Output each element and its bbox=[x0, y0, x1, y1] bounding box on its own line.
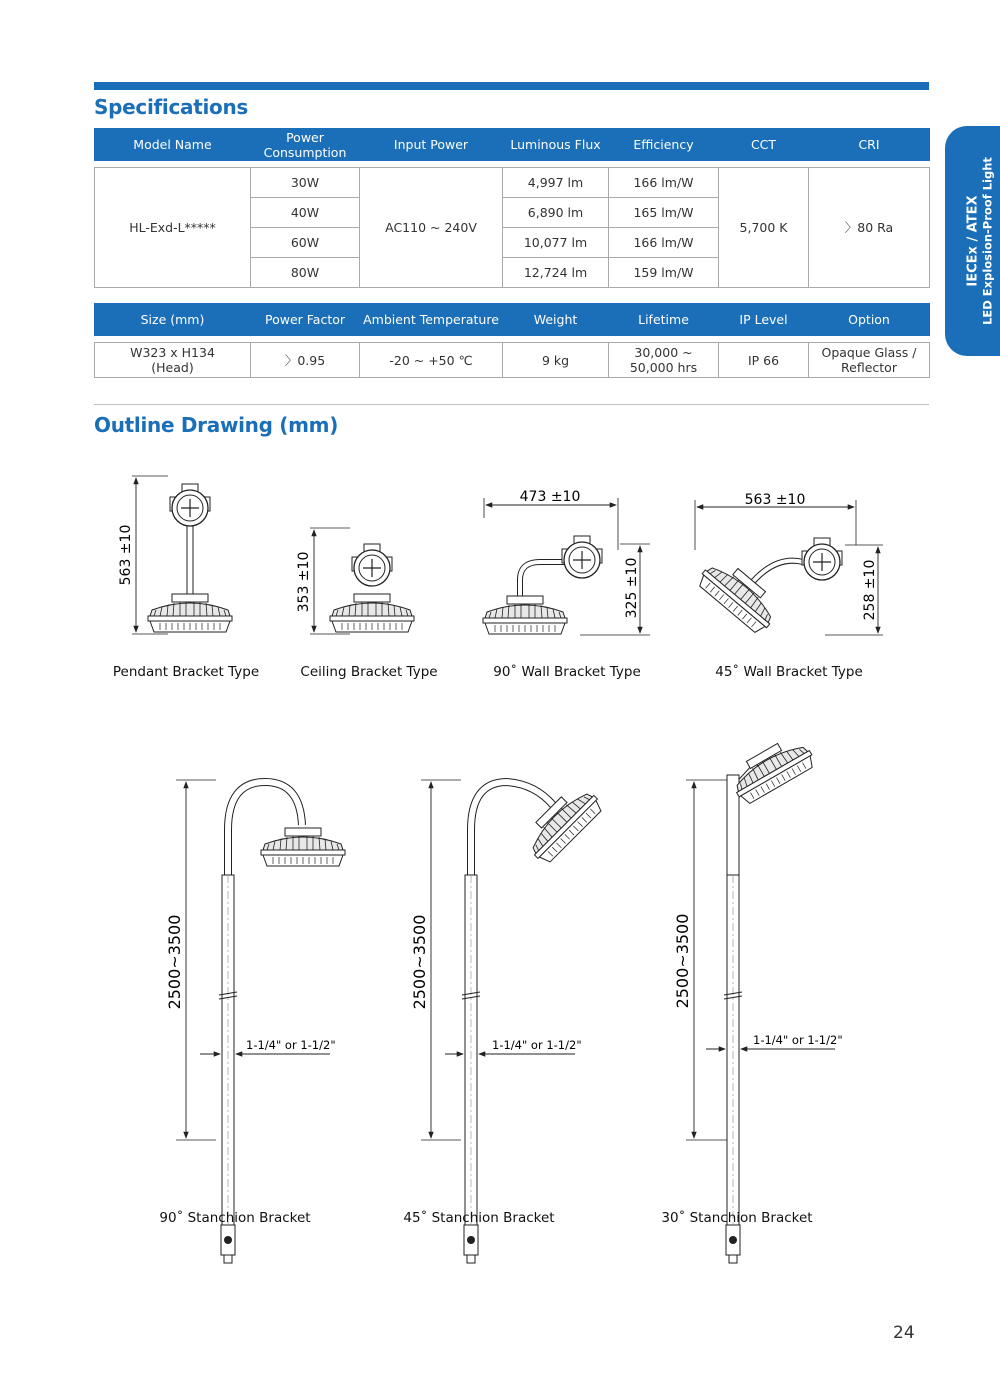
specifications-title: Specifications bbox=[94, 95, 249, 119]
power-cell: 40W bbox=[251, 198, 360, 228]
wall45-caption: 45˚ Wall Bracket Type bbox=[715, 664, 863, 680]
stanchion30-dim-label: 2500~3500 bbox=[673, 913, 692, 1009]
stanchion90-caption: 90˚ Stanchion Bracket bbox=[159, 1210, 311, 1226]
spec-table-2 bbox=[94, 303, 930, 378]
pendant-dim-label: 563 ±10 bbox=[118, 524, 134, 586]
lifetime-line1: 30,000 ~ bbox=[634, 345, 693, 360]
outline-drawing-title: Outline Drawing (mm) bbox=[94, 413, 339, 437]
junction-box-icon bbox=[562, 536, 602, 578]
stanchion30-caption: 30˚ Stanchion Bracket bbox=[661, 1210, 813, 1226]
power-cell: 60W bbox=[251, 228, 360, 258]
ceiling-drawing bbox=[290, 520, 440, 648]
side-tab-text bbox=[966, 126, 995, 356]
lamp-head-icon bbox=[330, 594, 414, 632]
header-cri: CRI bbox=[809, 128, 930, 161]
page-number: 24 bbox=[893, 1323, 915, 1343]
header-lifetime: Lifetime bbox=[609, 303, 719, 336]
stanchion90-drawing bbox=[160, 770, 360, 1180]
header-luminous-flux: Luminous Flux bbox=[503, 128, 609, 161]
efficiency-cell: 159 lm/W bbox=[609, 258, 719, 288]
top-rule bbox=[94, 82, 929, 90]
header-weight: Weight bbox=[503, 303, 609, 336]
weight-cell: 9 kg bbox=[503, 343, 609, 378]
pendant-caption: Pendant Bracket Type bbox=[112, 664, 260, 680]
wall90-caption: 90˚ Wall Bracket Type bbox=[493, 664, 641, 680]
header-input-power: Input Power bbox=[360, 128, 503, 161]
header-ip-level: IP Level bbox=[719, 303, 809, 336]
ambient-cell: -20 ~ +50 ℃ bbox=[360, 343, 503, 378]
option-cell bbox=[809, 343, 930, 378]
ip-level-cell: IP 66 bbox=[719, 343, 809, 378]
lamp-head-icon bbox=[483, 596, 567, 634]
cri-cell: 〉80 Ra bbox=[809, 168, 930, 288]
flux-cell: 6,890 lm bbox=[503, 198, 609, 228]
spec-table-1 bbox=[94, 128, 930, 288]
lifetime-cell bbox=[609, 343, 719, 378]
flux-cell: 10,077 lm bbox=[503, 228, 609, 258]
section-divider bbox=[94, 404, 929, 405]
ceiling-dim-label: 353 ±10 bbox=[296, 551, 312, 613]
pole-icon bbox=[219, 875, 237, 1263]
header-power-factor: Power Factor bbox=[251, 303, 360, 336]
stanchion30-pipe-label: 1-1/4" or 1-1/2" bbox=[753, 1033, 843, 1047]
size-cell bbox=[95, 343, 251, 378]
lamp-head-icon bbox=[726, 731, 818, 806]
stanchion45-dim-label: 2500~3500 bbox=[410, 914, 429, 1010]
pole-icon bbox=[724, 875, 742, 1263]
efficiency-cell: 166 lm/W bbox=[609, 168, 719, 198]
size-line2: (Head) bbox=[151, 360, 194, 375]
pendant-drawing bbox=[110, 468, 270, 648]
option-line1: Opaque Glass / bbox=[821, 345, 917, 360]
header-cct: CCT bbox=[719, 128, 809, 161]
junction-box-icon bbox=[170, 484, 210, 526]
side-tab-line1: IECEx / ATEX bbox=[965, 195, 981, 287]
wall45-width-label: 563 ±10 bbox=[744, 492, 806, 508]
wall45-drawing bbox=[685, 490, 890, 650]
efficiency-cell: 165 lm/W bbox=[609, 198, 719, 228]
stanchion45-pipe-label: 1-1/4" or 1-1/2" bbox=[492, 1038, 582, 1052]
flux-cell: 4,997 lm bbox=[503, 168, 609, 198]
model-name-cell: HL-Exd-L***** bbox=[95, 168, 251, 288]
header-size: Size (mm) bbox=[95, 303, 251, 336]
size-line1: W323 x H134 bbox=[130, 345, 215, 360]
spec-table-1-header bbox=[95, 128, 930, 161]
spec-table-2-header bbox=[95, 303, 930, 336]
header-power-consumption: Power Consumption bbox=[251, 128, 360, 161]
table-row bbox=[95, 168, 930, 198]
power-factor-cell: 〉0.95 bbox=[251, 343, 360, 378]
stanchion45-caption: 45˚ Stanchion Bracket bbox=[403, 1210, 555, 1226]
stanchion90-dim-label: 2500~3500 bbox=[165, 914, 184, 1010]
wall45-height-label: 258 ±10 bbox=[862, 559, 878, 621]
wall90-height-label: 325 ±10 bbox=[624, 557, 640, 619]
header-ambient-temperature: Ambient Temperature bbox=[360, 303, 503, 336]
header-efficiency: Efficiency bbox=[609, 128, 719, 161]
junction-box-icon bbox=[352, 544, 392, 586]
cct-cell: 5,700 K bbox=[719, 168, 809, 288]
wall90-drawing bbox=[470, 480, 660, 650]
header-option: Option bbox=[809, 303, 930, 336]
power-cell: 30W bbox=[251, 168, 360, 198]
lamp-head-icon bbox=[148, 594, 232, 632]
lifetime-line2: 50,000 hrs bbox=[629, 360, 698, 375]
side-tab-line2: LED Explosion-Proof Light bbox=[980, 157, 995, 325]
option-line2: Reflector bbox=[841, 360, 897, 375]
efficiency-cell: 166 lm/W bbox=[609, 228, 719, 258]
stanchion30-drawing bbox=[670, 735, 870, 1180]
input-power-cell: AC110 ~ 240V bbox=[360, 168, 503, 288]
table-row bbox=[95, 343, 930, 378]
stanchion90-pipe-label: 1-1/4" or 1-1/2" bbox=[246, 1038, 336, 1052]
stanchion45-drawing bbox=[405, 770, 615, 1180]
flux-cell: 12,724 lm bbox=[503, 258, 609, 288]
wall90-width-label: 473 ±10 bbox=[519, 489, 581, 505]
junction-box-icon bbox=[802, 538, 842, 580]
header-model-name: Model Name bbox=[95, 128, 251, 161]
pole-icon bbox=[462, 875, 480, 1263]
power-cell: 80W bbox=[251, 258, 360, 288]
ceiling-caption: Ceiling Bracket Type bbox=[300, 664, 438, 680]
lamp-head-icon bbox=[261, 828, 345, 866]
